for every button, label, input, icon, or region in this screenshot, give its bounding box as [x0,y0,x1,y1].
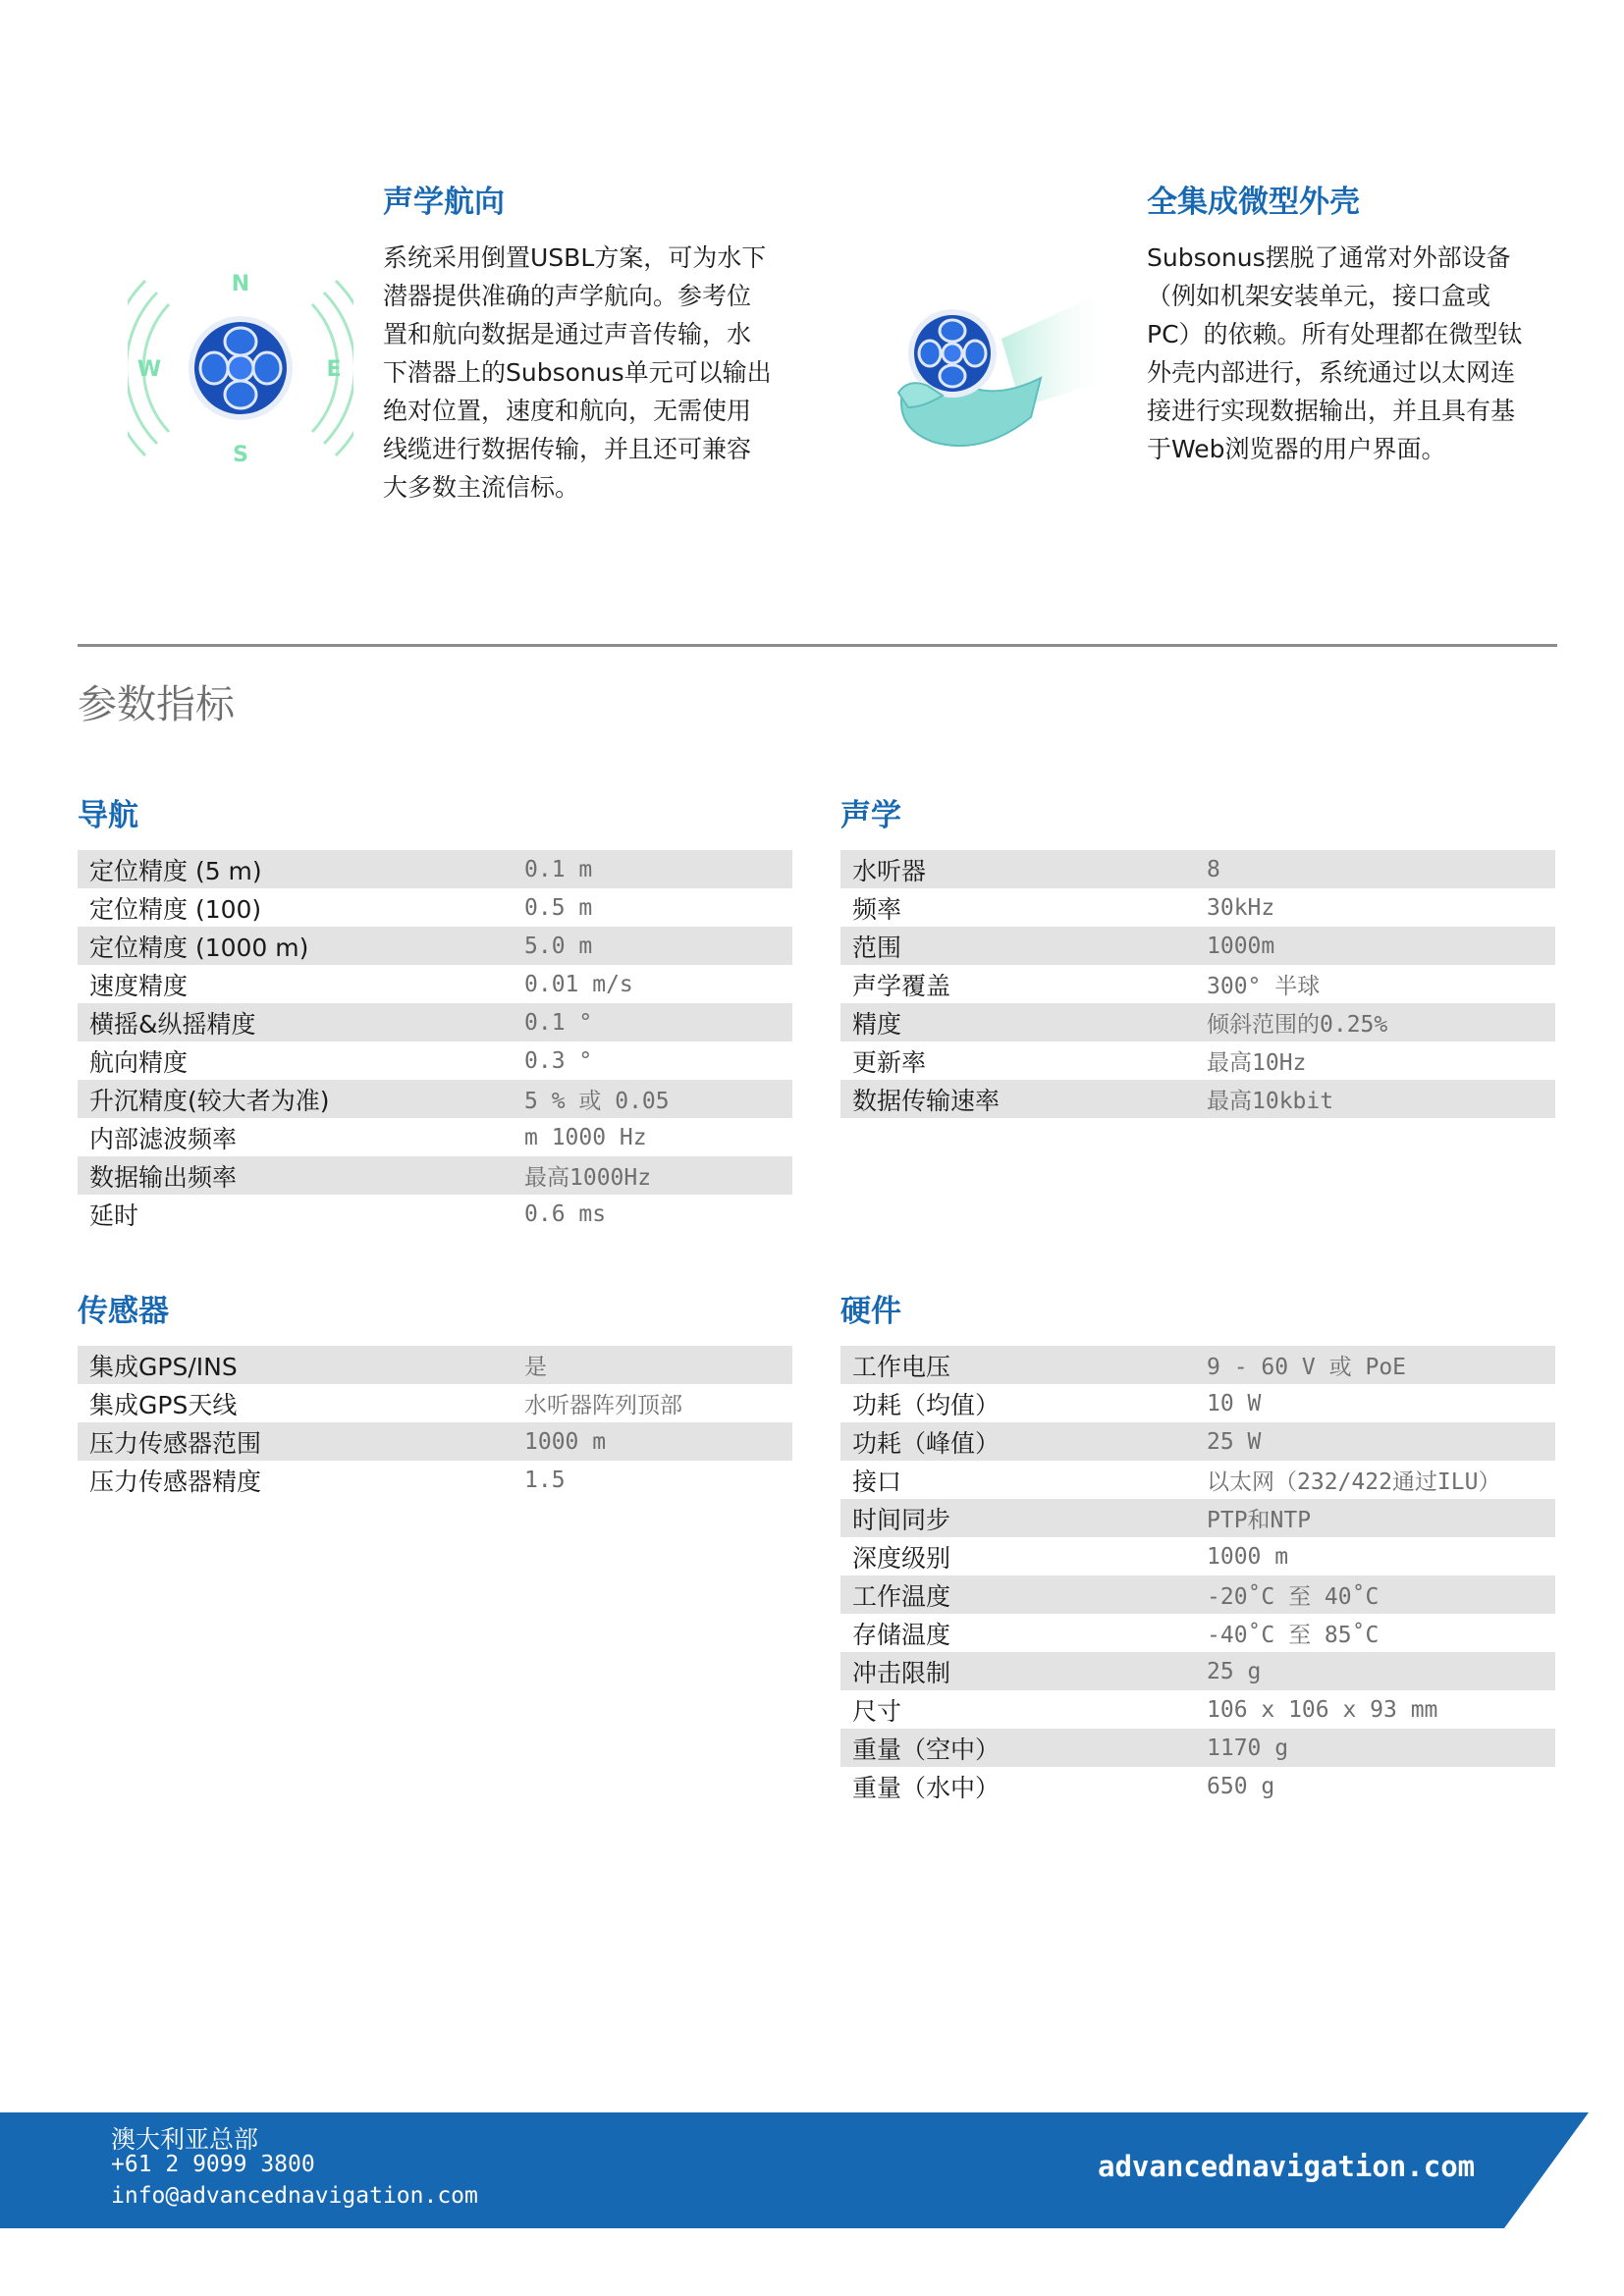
spec-row: 冲击限制 25 g [840,1652,1555,1690]
spec-row: 定位精度 (100) 0.5 m [89,894,593,924]
spec-row: 集成GPS天线 水听器阵列顶部 [89,1390,682,1419]
compass-s: S [233,443,248,467]
feature-body: Subsonus摆脱了通常对外部设备 （例如机架安装单元，接口盒或 PC）的依赖。所有处理都在微型钛 外壳内部进行，系统通过以太网连 接进行实现数据输出，并且具有基 于Web浏览器的用户界面。 [1147,243,1523,463]
spec-row: 压力传感器精度 1.5 [89,1467,566,1496]
spec-row: 时间同步 PTP和NTP [840,1499,1555,1537]
spec-row: 频率 30kHz [852,894,1275,924]
feature-acoustic-heading [383,177,805,507]
spec-row: 重量（水中） 650 g [852,1773,1275,1802]
spec-row: 数据输出频率 最高1000Hz [78,1156,792,1195]
spec-row: 压力传感器范围 1000 m [78,1422,792,1461]
spec-sensors [78,1286,792,1499]
spec-title: 硬件 [840,1294,901,1329]
compact-enclosure-illustration [884,270,1119,466]
spec-navigation [78,790,792,1233]
device-icon [911,312,994,395]
footer-email-link[interactable]: info@advancednavigation.com [111,2183,478,2209]
spec-row: 范围 1000m [840,927,1555,965]
spec-title: 传感器 [78,1294,169,1329]
spec-hardware [840,1286,1555,1805]
feature-compact-enclosure [1147,177,1569,468]
spec-row: 更新率 最高10Hz [852,1047,1307,1077]
spec-row: 集成GPS/INS 是 [78,1346,792,1384]
spec-row: 接口 以太网（232/422通过ILU） [852,1467,1501,1496]
feature-title: 声学航向 [383,185,505,220]
feature-title: 全集成微型外壳 [1147,185,1360,220]
footer-phone[interactable]: +61 2 9099 3800 [111,2152,315,2177]
spec-row: 定位精度 (5 m) 0.1 m [78,850,792,888]
device-icon [191,319,290,417]
spec-title: 导航 [78,798,138,833]
spec-row: 速度精度 0.01 m/s [89,971,633,1000]
spec-row: 升沉精度(较大者为准) 5 % 或 0.05 [78,1080,792,1118]
spec-row: 定位精度 (1000 m) 5.0 m [78,927,792,965]
footer [0,2112,1624,2228]
spec-row: 航向精度 0.3 ° [89,1047,593,1077]
spec-row: 延时 0.6 ms [89,1201,607,1230]
spec-row: 精度 倾斜范围的0.25% [840,1003,1555,1041]
compass-n: N [231,272,250,296]
spec-title: 声学 [840,798,901,833]
spec-heading: 参数指标 [78,682,235,727]
compass-e: E [326,357,342,382]
spec-row: 存储温度 -40˚C 至 85˚C [852,1620,1380,1649]
spec-row: 尺寸 106 x 106 x 93 mm [852,1696,1438,1726]
spec-row: 水听器 8 [840,850,1555,888]
spec-row: 声学覆盖 300° 半球 [852,971,1321,1000]
spec-row: 功耗（峰值） 25 W [840,1422,1555,1461]
spec-row: 工作温度 -20˚C 至 40˚C [840,1575,1555,1614]
spec-row: 功耗（均值） 10 W [852,1390,1262,1419]
spec-row: 重量（空中） 1170 g [840,1729,1555,1767]
feature-body: 系统采用倒置USBL方案，可为水下 潜器提供准确的声学航向。参考位 置和航向数据是通过声音传输，水 下潜器上的Subsonus单元可以输出 绝对位置，速度和航向，无需使用 线缆进行数据传输，并且还可兼容 大多数主流信标。 [383,243,772,502]
compass-w: W [136,357,162,382]
acoustic-heading-illustration [128,265,353,471]
section-divider [78,644,1557,647]
spec-row: 数据传输速率 最高10kbit [840,1080,1555,1118]
spec-row: 工作电压 9 - 60 V 或 PoE [840,1346,1555,1384]
footer-hq: 澳大利亚总部 [111,2125,259,2154]
spec-row: 内部滤波频率 m 1000 Hz [89,1124,647,1153]
spec-row: 深度级别 1000 m [852,1543,1289,1573]
spec-acoustics [840,790,1555,1118]
footer-website-link[interactable]: advancednavigation.com [1098,2150,1476,2183]
spec-row: 横摇&纵摇精度 0.1 ° [78,1003,792,1041]
